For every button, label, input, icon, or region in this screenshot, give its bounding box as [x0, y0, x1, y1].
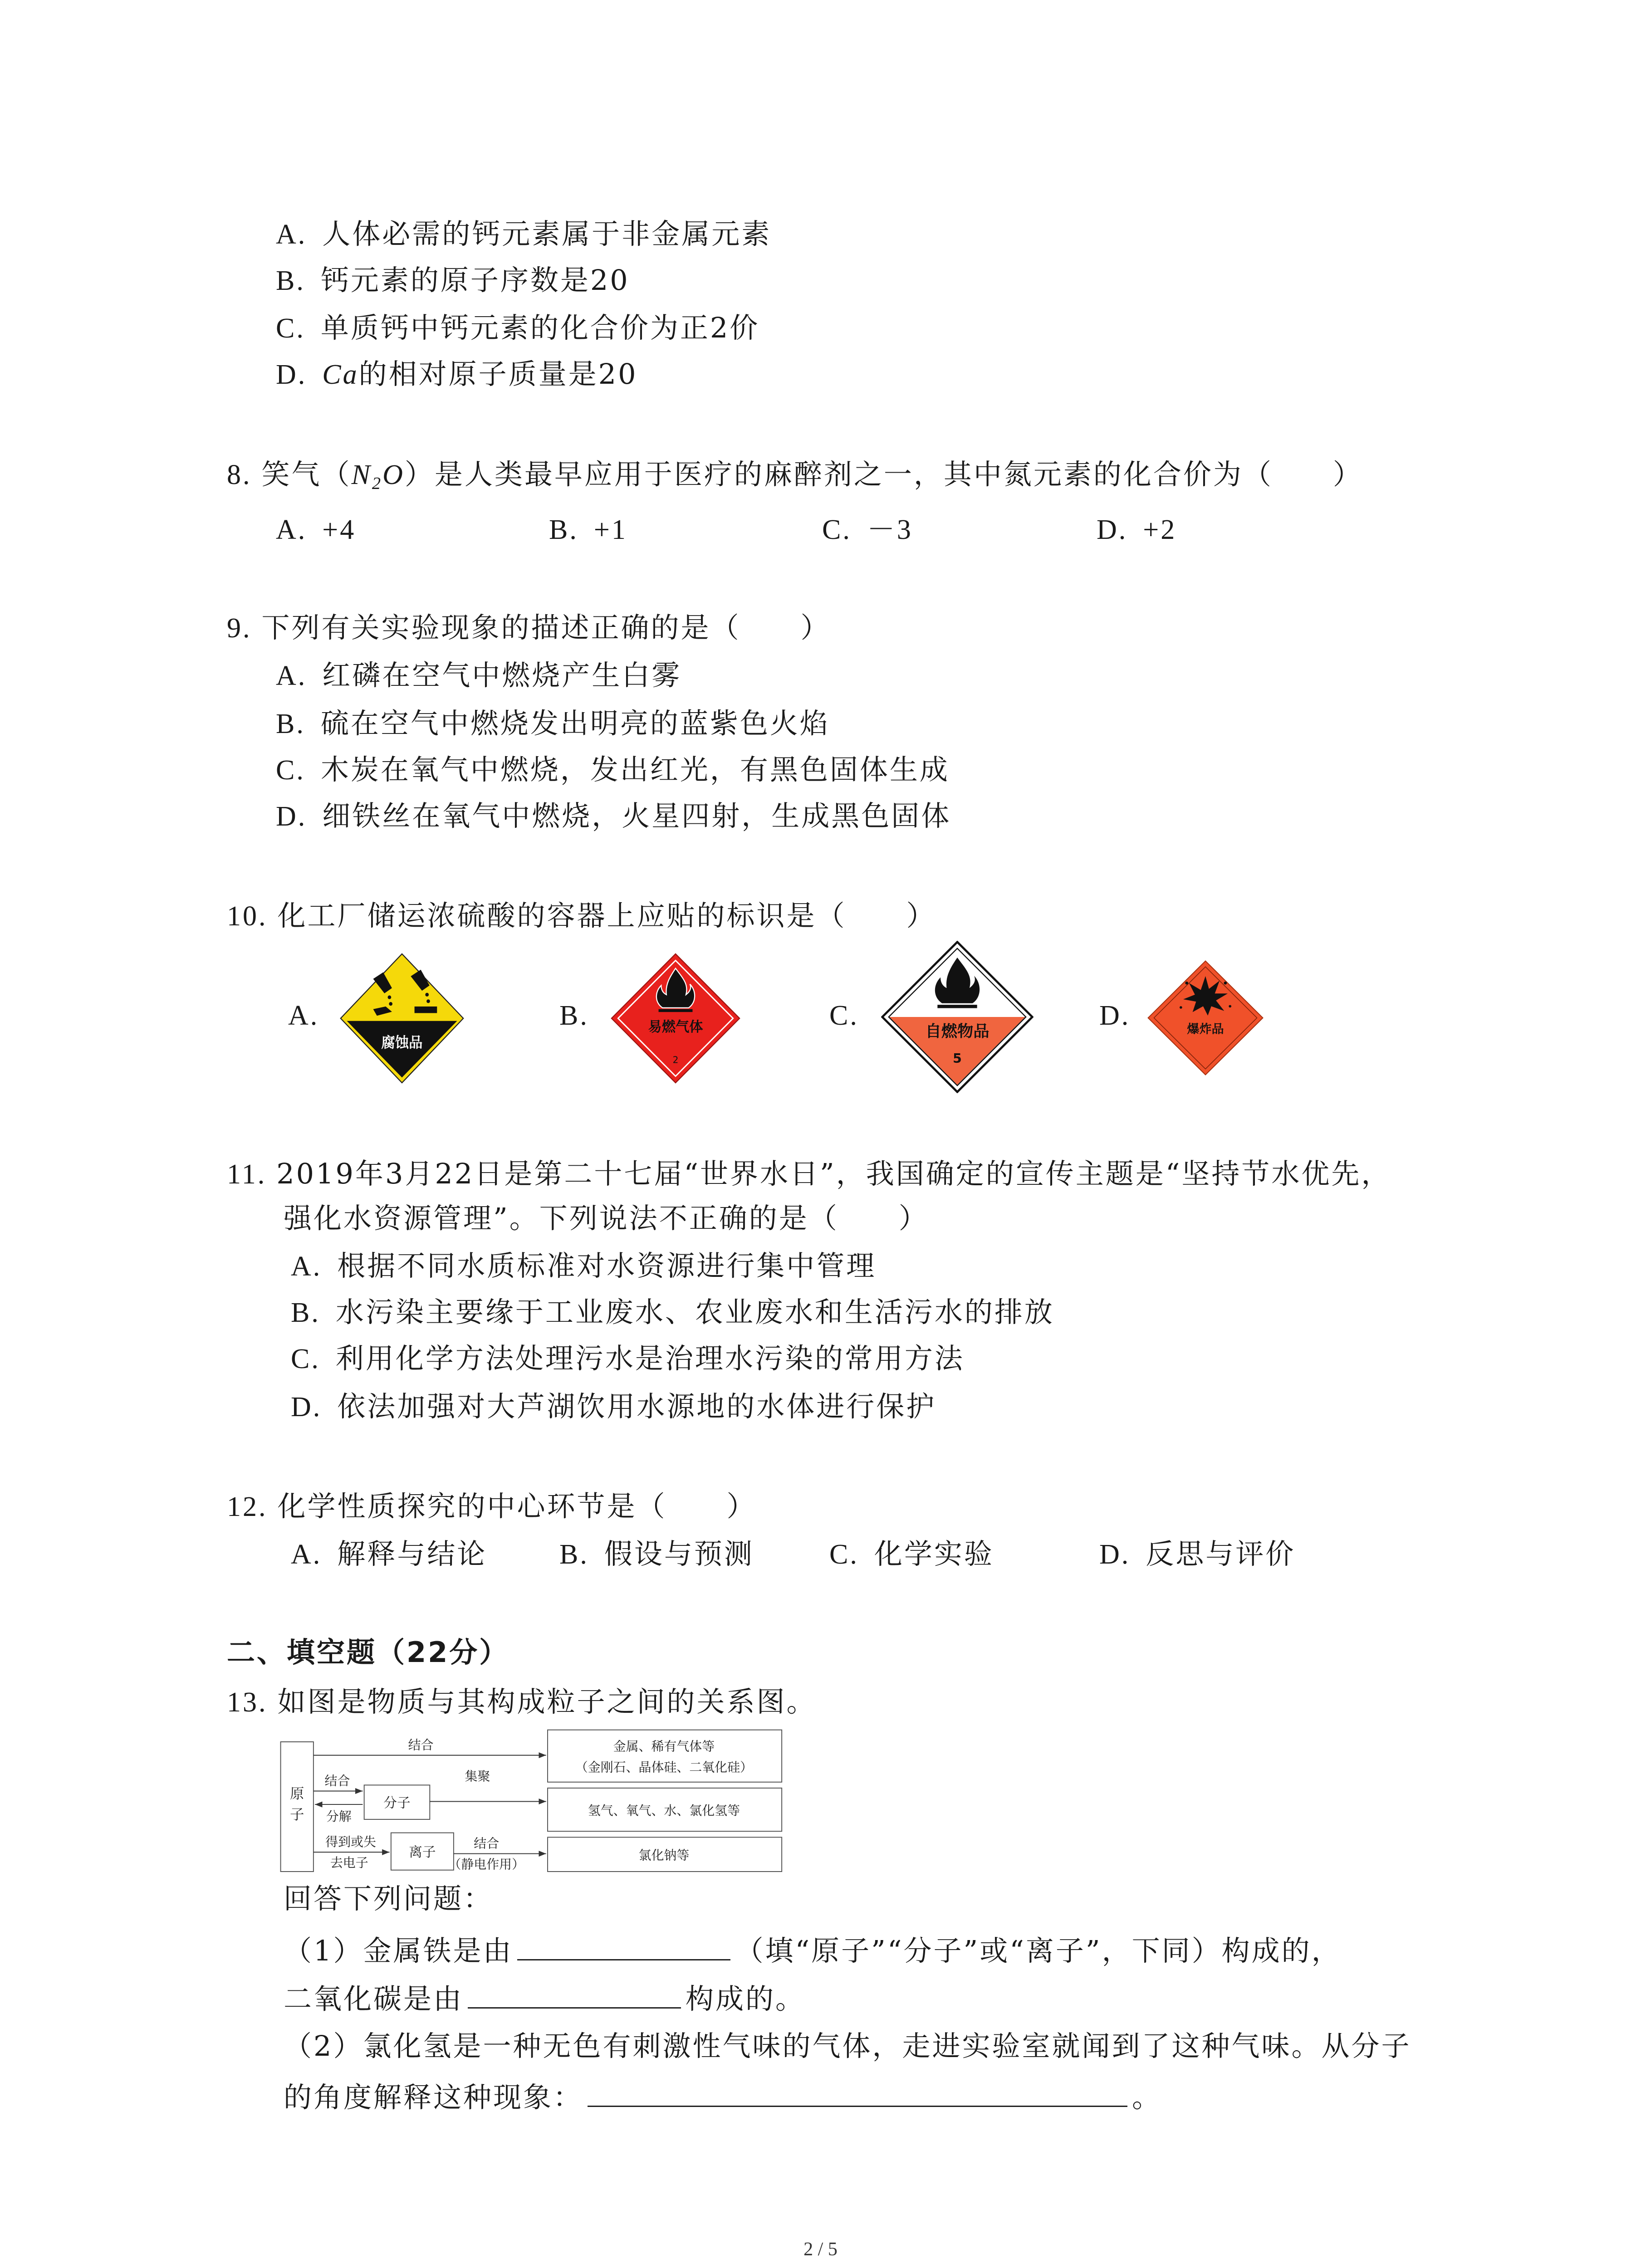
- option-label: A.: [291, 1251, 322, 1282]
- box-molecular-label: 氢气、氧气、水、氯化氢等: [588, 1803, 740, 1818]
- electron-label-line2: 去电子: [330, 1855, 368, 1871]
- stem-text: 化学性质探究的中心环节是（ ）: [277, 1490, 757, 1523]
- q12-option-d: [1099, 1536, 1295, 1572]
- answer-blank: [468, 1979, 681, 2009]
- option-label: C.: [276, 755, 305, 786]
- option-text: 根据不同水质标准对水资源进行集中管理: [337, 1249, 877, 1282]
- q13-part2-line2: [284, 2077, 1162, 2114]
- box-metals-line1: 金属、稀有气体等: [613, 1739, 715, 1754]
- explosive-sign: [1147, 960, 1264, 1076]
- option-text: 钙元素的原子序数是20: [320, 264, 630, 297]
- q10-option-b-label: B.: [559, 1000, 589, 1031]
- q10-option-d-label: D.: [1099, 1000, 1131, 1031]
- option-label: D.: [276, 359, 307, 390]
- q13-stem: [227, 1684, 817, 1720]
- part1b-text: 二氧化碳是由: [284, 1982, 464, 2015]
- q13-part1: [284, 1931, 1342, 1967]
- q11-option-c: [291, 1340, 965, 1377]
- stem-text: 2019年3月22日是第二十七届“世界水日”，我国确定的宣传主题是“坚持节水优先，: [276, 1157, 1391, 1190]
- option-text: 红磷在空气中燃烧产生白雾: [322, 659, 682, 692]
- option-text: 化学实验: [874, 1537, 994, 1570]
- spontaneous-combustion-sign: [881, 941, 1034, 1093]
- q8-option-c: [822, 511, 913, 547]
- sign-label: 自燃物品: [925, 1022, 989, 1041]
- stem-text: 如图是物质与其构成粒子之间的关系图。: [277, 1685, 817, 1718]
- q11-option-d: [291, 1388, 936, 1425]
- option-label: C.: [829, 1539, 859, 1570]
- atom-label-char1: 原: [290, 1785, 304, 1802]
- q11-stem-line1: [227, 1156, 1391, 1192]
- option-label: B.: [276, 709, 305, 739]
- sign-label: 易燃气体: [648, 1019, 703, 1036]
- q12-stem: [227, 1488, 757, 1525]
- box-metals-line2: （金刚石、晶体硅、二氧化硅）: [575, 1760, 753, 1775]
- part2-text: 。: [1132, 2081, 1162, 2114]
- question-number: 8.: [227, 459, 252, 490]
- option-label: D.: [276, 801, 307, 832]
- option-label: A.: [276, 660, 307, 691]
- sign-class-number: 2: [672, 1054, 679, 1066]
- option-text: +4: [322, 514, 356, 545]
- part1-text: （填“原子”“分子”或“离子”，下同）构成的，: [735, 1934, 1342, 1967]
- formula-subscript: 2: [372, 474, 383, 493]
- formula-element-n: N: [351, 459, 372, 490]
- q11-option-b: [291, 1294, 1054, 1330]
- part2-text: 的角度解释这种现象：: [284, 2081, 583, 2114]
- part1b-text: 构成的。: [686, 1982, 806, 2015]
- stem-text: 笑气（: [261, 458, 352, 491]
- option-text: +1: [593, 514, 627, 545]
- stem-text: ）是人类最早应用于医疗的麻醉剂之一，其中氮元素的化合价为（ ）: [404, 458, 1363, 491]
- flammable-gas-sign: [610, 953, 741, 1084]
- atom-label-char2: 子: [290, 1806, 304, 1823]
- q7-option-c: [276, 310, 759, 346]
- ion-label: 离子: [409, 1844, 436, 1860]
- q9-option-a: [276, 657, 681, 694]
- q9-option-c: [276, 752, 950, 788]
- sign-class-number: 5: [953, 1050, 962, 1066]
- box-ionic-label: 氯化钠等: [638, 1848, 690, 1863]
- option-text: 的相对原子质量是20: [358, 357, 638, 391]
- option-text: 硫在空气中燃烧发出明亮的蓝紫色火焰: [320, 707, 830, 740]
- combine-label-bottom: 结合: [474, 1836, 500, 1851]
- option-text: 反思与评价: [1146, 1537, 1296, 1570]
- q12-option-a: [291, 1536, 487, 1572]
- question-number: 10.: [227, 901, 268, 932]
- molecule-label: 分子: [383, 1795, 411, 1811]
- section-title: 二、填空题（22分）: [227, 1636, 509, 1669]
- q11-option-a: [291, 1248, 876, 1284]
- option-label: C.: [276, 313, 305, 344]
- q8-option-d: [1097, 511, 1176, 547]
- question-number: 12.: [227, 1491, 268, 1522]
- q9-option-b: [276, 705, 830, 742]
- option-label: D.: [291, 1392, 322, 1422]
- option-label: A.: [276, 219, 307, 250]
- option-text: －3: [867, 514, 913, 545]
- q12-option-b: [559, 1536, 754, 1572]
- option-label: B.: [276, 265, 305, 296]
- q7-option-b: [276, 262, 630, 298]
- q13-part1b: [284, 1979, 805, 2015]
- question-number: 13.: [227, 1687, 268, 1718]
- sign-label: 腐蚀品: [381, 1034, 423, 1051]
- option-text: +2: [1143, 514, 1177, 545]
- q10-option-c-label: C.: [829, 1000, 859, 1031]
- option-label: A.: [291, 1539, 322, 1570]
- chemical-formula: Ca: [322, 359, 359, 390]
- q8-option-a: [276, 511, 356, 547]
- option-label: D.: [1097, 514, 1128, 545]
- option-label: C.: [291, 1344, 320, 1374]
- option-label: B.: [291, 1297, 320, 1328]
- q8-option-b: [549, 511, 627, 547]
- option-text: 人体必需的钙元素属于非金属元素: [322, 217, 772, 250]
- option-text: 单质钙中钙元素的化合价为正2价: [320, 311, 760, 344]
- q13-part2-line1: （2）氯化氢是一种无色有刺激性气味的气体，走进实验室就闻到了这种气味。从分子: [284, 2029, 1411, 2063]
- stem-text: 化工厂储运浓硫酸的容器上应贴的标识是（ ）: [277, 899, 936, 932]
- q9-option-d: [276, 798, 951, 834]
- option-label: B.: [549, 514, 578, 545]
- combine-label-mid: 结合: [324, 1773, 350, 1789]
- option-text: 解释与结论: [337, 1537, 487, 1570]
- part1-text: （1）金属铁是由: [284, 1934, 513, 1967]
- page-number: 2 / 5: [803, 2239, 838, 2260]
- answer-blank: [588, 2077, 1127, 2107]
- option-text: 水污染主要缘于工业废水、农业废水和生活污水的排放: [335, 1295, 1054, 1329]
- decompose-label: 分解: [326, 1809, 352, 1824]
- option-text: 利用化学方法处理污水是治理水污染的常用方法: [335, 1342, 965, 1375]
- option-label: D.: [1099, 1539, 1131, 1570]
- q7-option-d: [276, 356, 638, 392]
- corrosive-sign: [339, 953, 465, 1084]
- q12-option-c: [829, 1536, 994, 1572]
- q11-stem-line2: 强化水资源管理”。下列说法不正确的是（ ）: [284, 1202, 929, 1235]
- option-text: 木炭在氧气中燃烧，发出红光，有黑色固体生成: [320, 753, 950, 786]
- answer-blank: [517, 1931, 730, 1960]
- question-number: 11.: [227, 1159, 267, 1190]
- q10-stem: [227, 898, 936, 934]
- stem-text: 下列有关实验现象的描述正确的是（ ）: [261, 611, 831, 644]
- option-text: 细铁丝在氧气中燃烧，火星四射，生成黑色固体: [322, 799, 951, 832]
- electrostatic-label: （静电作用）: [448, 1857, 525, 1872]
- q7-option-a: [276, 216, 771, 252]
- option-text: 依法加强对大芦湖饮用水源地的水体进行保护: [337, 1390, 936, 1423]
- q13-prompt: 回答下列问题：: [284, 1882, 494, 1915]
- combine-label-top: 结合: [408, 1737, 434, 1753]
- option-label: B.: [559, 1539, 589, 1570]
- option-label: A.: [276, 514, 307, 545]
- q10-option-a-label: A.: [288, 1000, 319, 1031]
- sign-label: 爆炸品: [1187, 1022, 1224, 1036]
- aggregate-label: 集聚: [465, 1769, 490, 1784]
- question-number: 9.: [227, 613, 252, 644]
- formula-element-o: O: [382, 459, 405, 490]
- particle-relationship-diagram: [278, 1727, 786, 1876]
- option-label: C.: [822, 514, 852, 545]
- q8-stem: [227, 456, 1363, 493]
- q9-stem: [227, 610, 831, 646]
- electron-label-line1: 得到或失: [325, 1834, 376, 1850]
- option-text: 假设与预测: [604, 1537, 754, 1570]
